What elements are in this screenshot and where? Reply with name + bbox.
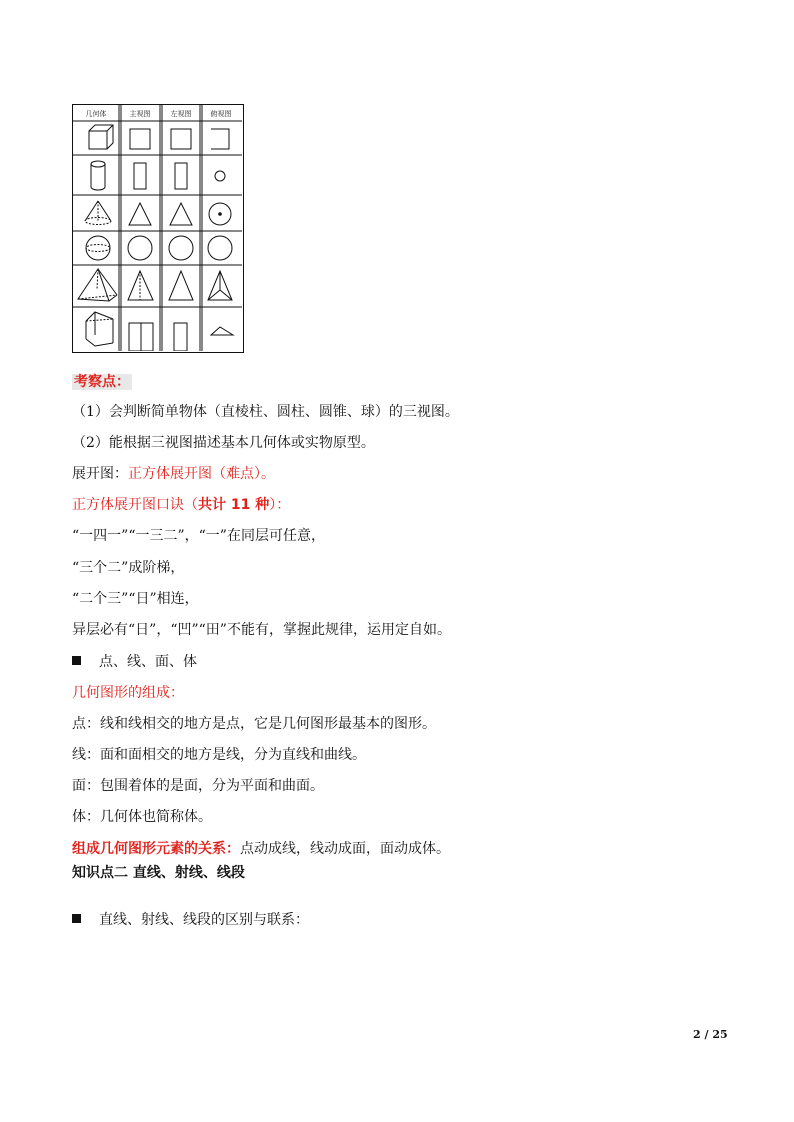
triangle-view-icon — [170, 203, 192, 225]
triangle-view-icon — [169, 271, 193, 300]
triangular-prism-icon — [86, 312, 113, 346]
square-top-view-icon — [211, 129, 229, 149]
triangle-dashed-view-icon — [128, 271, 153, 300]
circle-view-icon — [128, 236, 152, 260]
circle-view-icon — [208, 236, 232, 260]
table-header: 左视图 — [170, 110, 192, 118]
text-line: 点：线和线相交的地方是点，它是几何图形最基本的图形。 — [72, 716, 436, 732]
text-line: 组成几何图形元素的关系：点动成线，线动成面，面动成体。 — [72, 841, 450, 857]
sphere-icon — [86, 236, 110, 260]
cylinder-icon — [91, 161, 105, 190]
triangle-split-top-view-icon — [208, 271, 232, 300]
text-line: “二个三”“日”相连， — [72, 591, 199, 607]
cone-icon — [85, 201, 111, 225]
exam-points-heading: 考察点： — [74, 374, 130, 390]
cube-icon — [89, 125, 113, 149]
square-bullet-icon — [72, 914, 81, 923]
bullet-item: 直线、射线、线段的区别与联系： — [72, 911, 309, 929]
three-views-table — [72, 104, 244, 353]
square-bullet-icon — [72, 656, 81, 665]
bullet-item: 点、线、面、体 — [72, 653, 197, 671]
text-line: （1）会判断简单物体（直棱柱、圆柱、圆锥、球）的三视图。 — [72, 404, 459, 420]
section-heading: 知识点二 直线、射线、线段 — [72, 865, 245, 881]
square-view-icon — [130, 129, 150, 149]
text-line: “三个二”成阶梯， — [72, 560, 185, 576]
text-line: “一四一”“一三二”，“一”在同层可任意， — [72, 528, 325, 544]
triangle-top-view-icon — [211, 327, 233, 335]
cube-net-mnemonic-heading: 正方体展开图口诀（共计 11 种）： — [72, 497, 291, 513]
pyramid-icon — [78, 269, 117, 301]
text-line: 体：几何体也简称体。 — [72, 809, 212, 825]
composition-heading: 几何图形的组成： — [72, 685, 184, 701]
table-header: 主视图 — [129, 110, 151, 118]
rectangle-view-icon — [174, 323, 187, 351]
rectangle-view-icon — [175, 163, 187, 189]
three-views-figure — [73, 105, 242, 351]
square-view-icon — [171, 129, 191, 149]
rectangle-view-icon — [134, 163, 146, 189]
text-line: 面：包围着体的是面，分为平面和曲面。 — [72, 778, 324, 794]
triangle-view-icon — [129, 203, 151, 225]
table-header: 几何体 — [85, 110, 107, 118]
circle-view-icon — [169, 236, 193, 260]
text-line: 线：面和面相交的地方是线，分为直线和曲线。 — [72, 747, 366, 763]
text-line: 展开图：正方体展开图（难点）。 — [72, 466, 275, 482]
circle-top-view-icon — [215, 171, 225, 181]
text-line: 异层必有“日”，“凹”“田”不能有，掌握此规律，运用定自如。 — [72, 622, 451, 638]
page-number: 2 / 25 — [693, 1028, 728, 1041]
text-line: （2）能根据三视图描述基本几何体或实物原型。 — [72, 435, 375, 451]
rectangle-split-view-icon — [129, 323, 153, 351]
table-header: 俯视图 — [210, 110, 232, 118]
